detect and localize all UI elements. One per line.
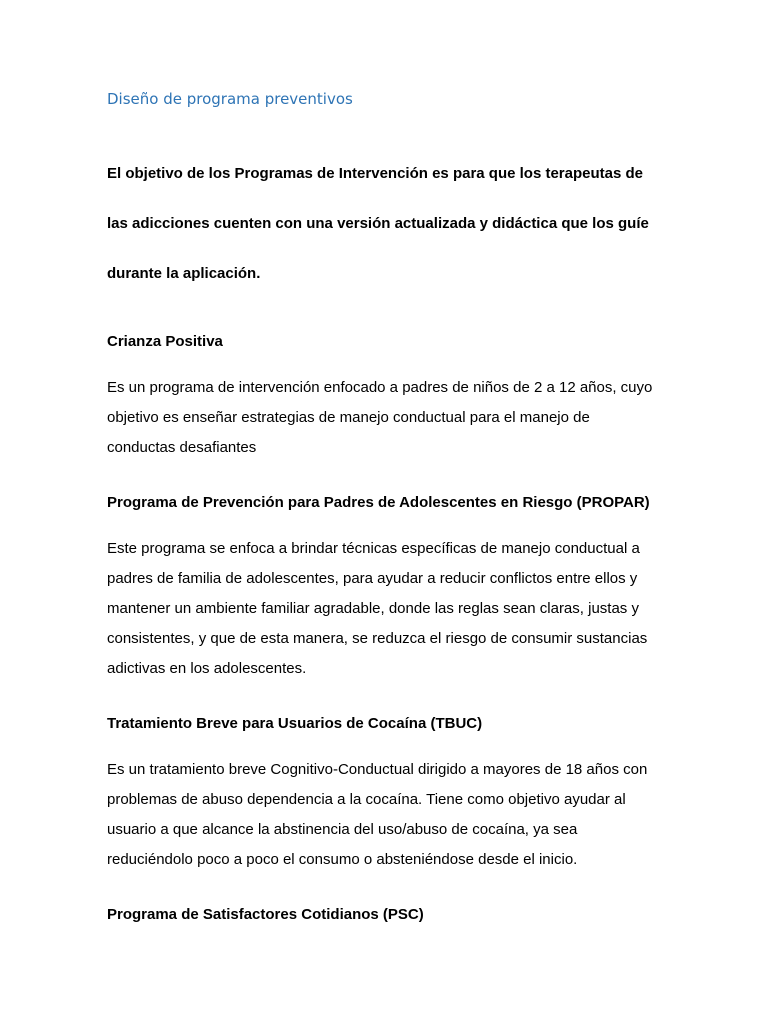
section-paragraph-tbuc [107,755,667,875]
paragraph-line: Es un programa de intervención enfocado a padres de niños de 2 a 12 años, cuyo [107,379,653,396]
intro-line: El objetivo de los Programas de Intervención es para que los terapeutas de [107,165,644,182]
paragraph-line: mantener un ambiente familiar agradable, donde las reglas sean claras, justas y [107,600,639,617]
document-title: Diseño de programa preventivos [107,90,353,108]
intro-line: durante la aplicación. [107,265,261,282]
paragraph-line: conductas desafiantes [107,439,257,456]
section-heading-propar: Programa de Prevención para Padres de Adolescentes en Riesgo (PROPAR) [107,494,650,511]
intro-line: las adicciones cuenten con una versión actualizada y didáctica que los guíe [107,215,649,232]
section-heading-tbuc: Tratamiento Breve para Usuarios de Cocaína (TBUC) [107,715,483,732]
paragraph-line: objetivo es enseñar estrategias de manejo conductual para el manejo de [107,409,590,426]
paragraph-line: reduciéndolo poco a poco el consumo o absteniéndose desde el inicio. [107,851,578,868]
paragraph-line: adictivas en los adolescentes. [107,660,307,677]
paragraph-line: consistentes, y que de esta manera, se reduzca el riesgo de consumir sustancias [107,630,648,647]
paragraph-line: problemas de abuso dependencia a la cocaína. Tiene como objetivo ayudar al [107,791,626,808]
intro-paragraph [107,149,667,299]
section-heading-crianza-positiva: Crianza Positiva [107,333,223,350]
paragraph-line: Es un tratamiento breve Cognitivo-Conductual dirigido a mayores de 18 años con [107,761,648,778]
section-paragraph-crianza-positiva [107,373,667,463]
paragraph-line: padres de familia de adolescentes, para ayudar a reducir conflictos entre ellos y [107,570,638,587]
section-heading-psc: Programa de Satisfactores Cotidianos (PSC) [107,906,424,923]
paragraph-line: usuario a que alcance la abstinencia del uso/abuso de cocaína, ya sea [107,821,578,838]
section-paragraph-propar [107,534,667,684]
paragraph-line: Este programa se enfoca a brindar técnicas específicas de manejo conductual a [107,540,640,557]
